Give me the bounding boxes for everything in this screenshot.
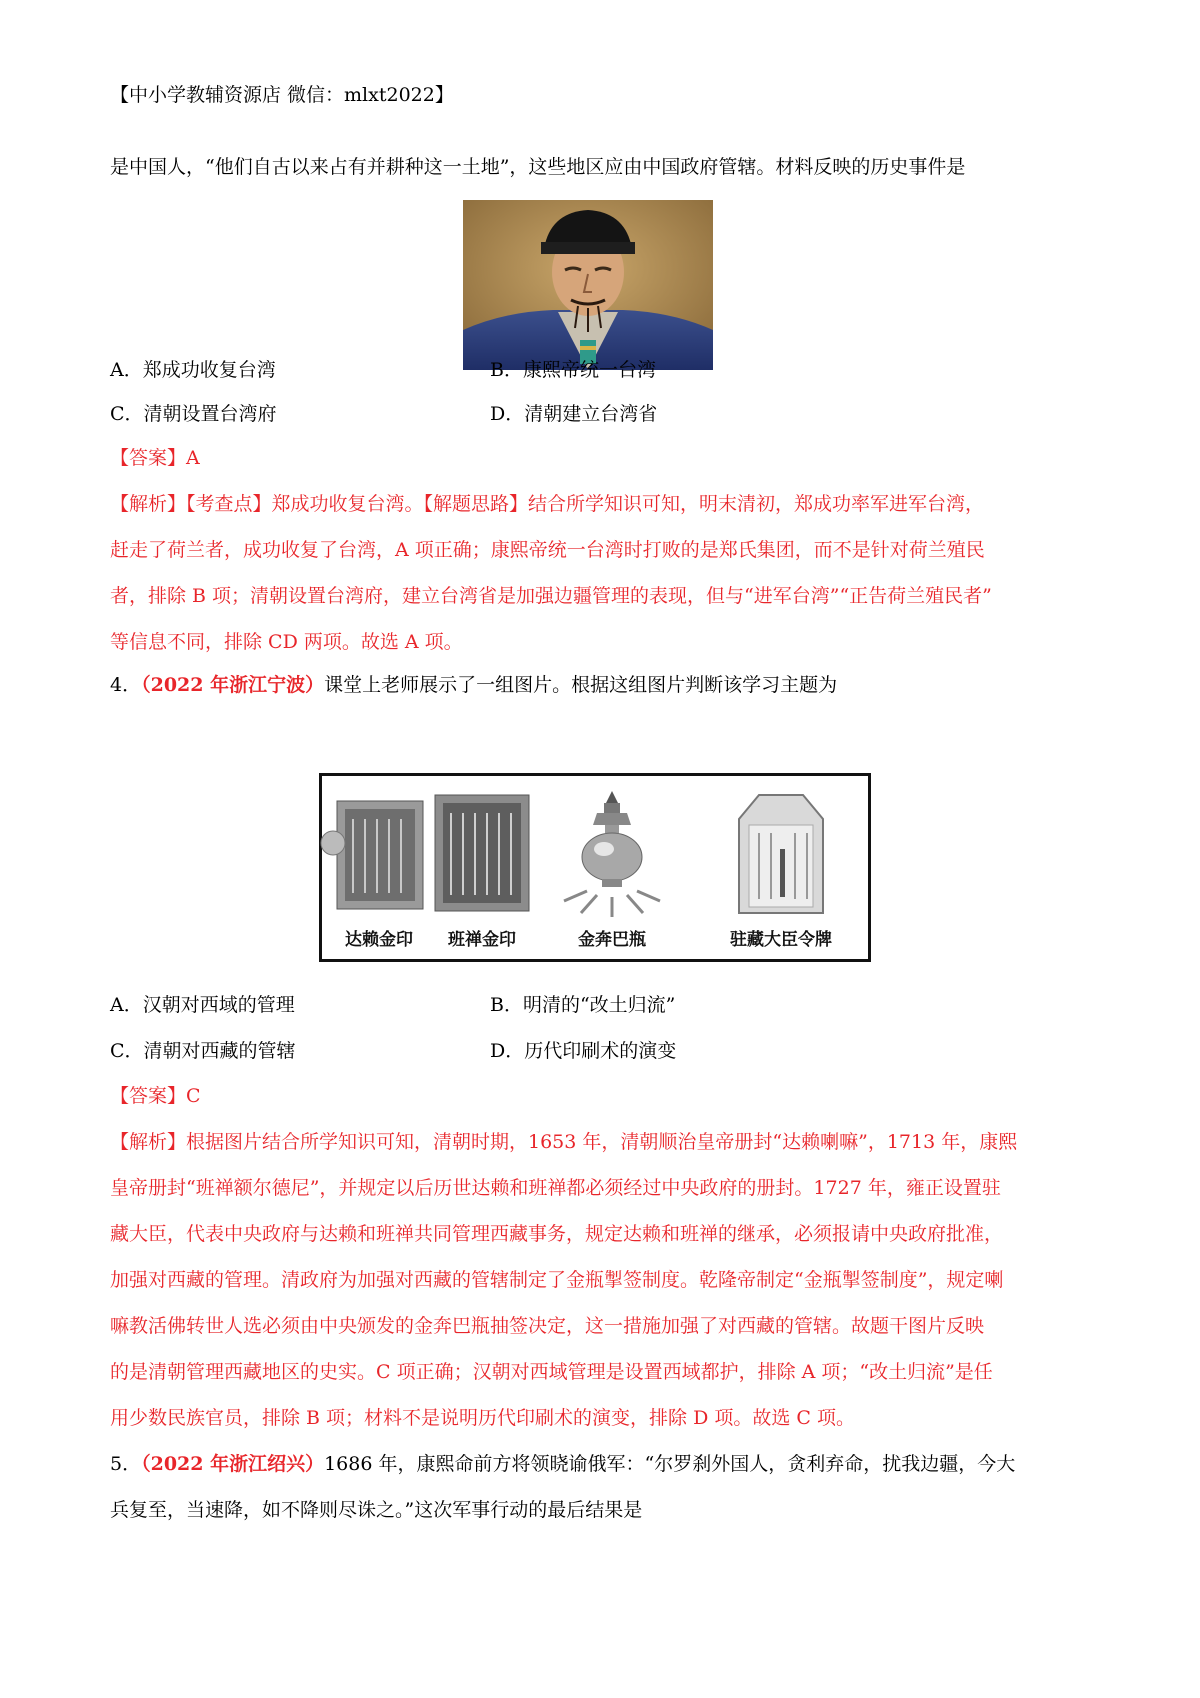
q4-option-c: C．清朝对西藏的管辖	[110, 1040, 296, 1062]
zheng-chenggong-portrait	[463, 200, 713, 370]
tibet-artifacts-image	[319, 773, 871, 962]
panchen-seal-icon	[435, 795, 529, 911]
q5-stem-text: 1686 年，康熙命前方将领晓谕俄军：“尔罗刹外国人，贪利弃命，扰我边疆，今大	[324, 1453, 1016, 1475]
q3-analysis-line: 者，排除 B 项；清朝设置台湾府，建立台湾省是加强边疆管理的表现，但与“进军台湾”“正告荷兰殖民者”	[110, 585, 992, 607]
q4-analysis-line: 加强对西藏的管理。清政府为加强对西藏的管辖制定了金瓶掣签制度。乾隆帝制定“金瓶掣签制度”，规定喇	[110, 1269, 1004, 1291]
caption-dalai-seal: 达赖金印	[345, 930, 413, 950]
page-header: 【中小学教辅资源店 微信：mlxt2022】	[110, 84, 454, 106]
q4-stem-text: 课堂上老师展示了一组图片。根据这组图片判断该学习主题为	[324, 674, 838, 696]
amban-token-icon	[739, 795, 823, 913]
q3-stem-tail: 是中国人，“他们自古以来占有并耕种这一土地”，这些地区应由中国政府管辖。材料反映的历史事件是	[110, 156, 966, 178]
q4-option-a: A．汉朝对西域的管理	[110, 994, 295, 1016]
q3-analysis-line: 等信息不同，排除 CD 两项。故选 A 项。	[110, 631, 463, 653]
q4-analysis-line: 的是清朝管理西藏地区的史实。C 项正确；汉朝对西域管理是设置西域都护，排除 A 项；“改土归流”是任	[110, 1361, 993, 1383]
q4-analysis-line: 【解析】根据图片结合所学知识可知，清朝时期，1653 年，清朝顺治皇帝册封“达赖喇嘛”，1713 年，康熙	[110, 1131, 1018, 1153]
q4-analysis-line: 藏大臣，代表中央政府与达赖和班禅共同管理西藏事务，规定达赖和班禅的继承，必须报请中央政府批准，	[110, 1223, 1004, 1245]
q3-analysis-line: 赶走了荷兰者，成功收复了台湾，A 项正确；康熙帝统一台湾时打败的是郑氏集团，而不是针对荷兰殖民	[110, 539, 985, 561]
q4-source: （2022 年浙江宁波）	[141, 674, 325, 696]
q5-stem-line2: 兵复至，当速降，如不降则尽诛之。”这次军事行动的最后结果是	[110, 1499, 643, 1521]
q3-option-d: D．清朝建立台湾省	[490, 403, 658, 425]
q3-option-a: A．郑成功收复台湾	[110, 359, 276, 381]
q5-source: （2022 年浙江绍兴）	[141, 1453, 325, 1475]
q4-analysis-line: 皇帝册封“班禅额尔德尼”，并规定以后历世达赖和班禅都必须经过中央政府的册封。1727 年，雍正设置驻	[110, 1177, 1001, 1199]
q4-option-b: B．明清的“改土归流”	[490, 994, 676, 1016]
caption-amban-token: 驻藏大臣令牌	[730, 930, 832, 950]
caption-golden-urn: 金奔巴瓶	[578, 930, 646, 950]
q4-analysis-line: 嘛教活佛转世人选必须由中央颁发的金奔巴瓶抽签决定，这一措施加强了对西藏的管辖。故题干图片反映	[110, 1315, 985, 1337]
caption-panchen-seal: 班禅金印	[448, 930, 516, 950]
q3-analysis-line: 【解析】【考查点】郑成功收复台湾。【解题思路】结合所学知识可知，明末清初，郑成功率军进军台湾，	[110, 493, 985, 515]
q4-answer: 【答案】C	[110, 1085, 201, 1107]
q3-option-c: C．清朝设置台湾府	[110, 403, 277, 425]
q5-number: 5．	[110, 1453, 142, 1475]
q4-option-d: D．历代印刷术的演变	[490, 1040, 677, 1062]
q3-answer: 【答案】A	[110, 447, 200, 469]
q5-stem-line1	[110, 1450, 1100, 1478]
q4-stem	[110, 671, 1100, 699]
q4-number: 4．	[110, 674, 142, 696]
q4-analysis-line: 用少数民族官员，排除 B 项；材料不是说明历代印刷术的演变，排除 D 项。故选 C 项。	[110, 1407, 855, 1429]
q3-option-b: B．康熙帝统一台湾	[490, 359, 656, 381]
